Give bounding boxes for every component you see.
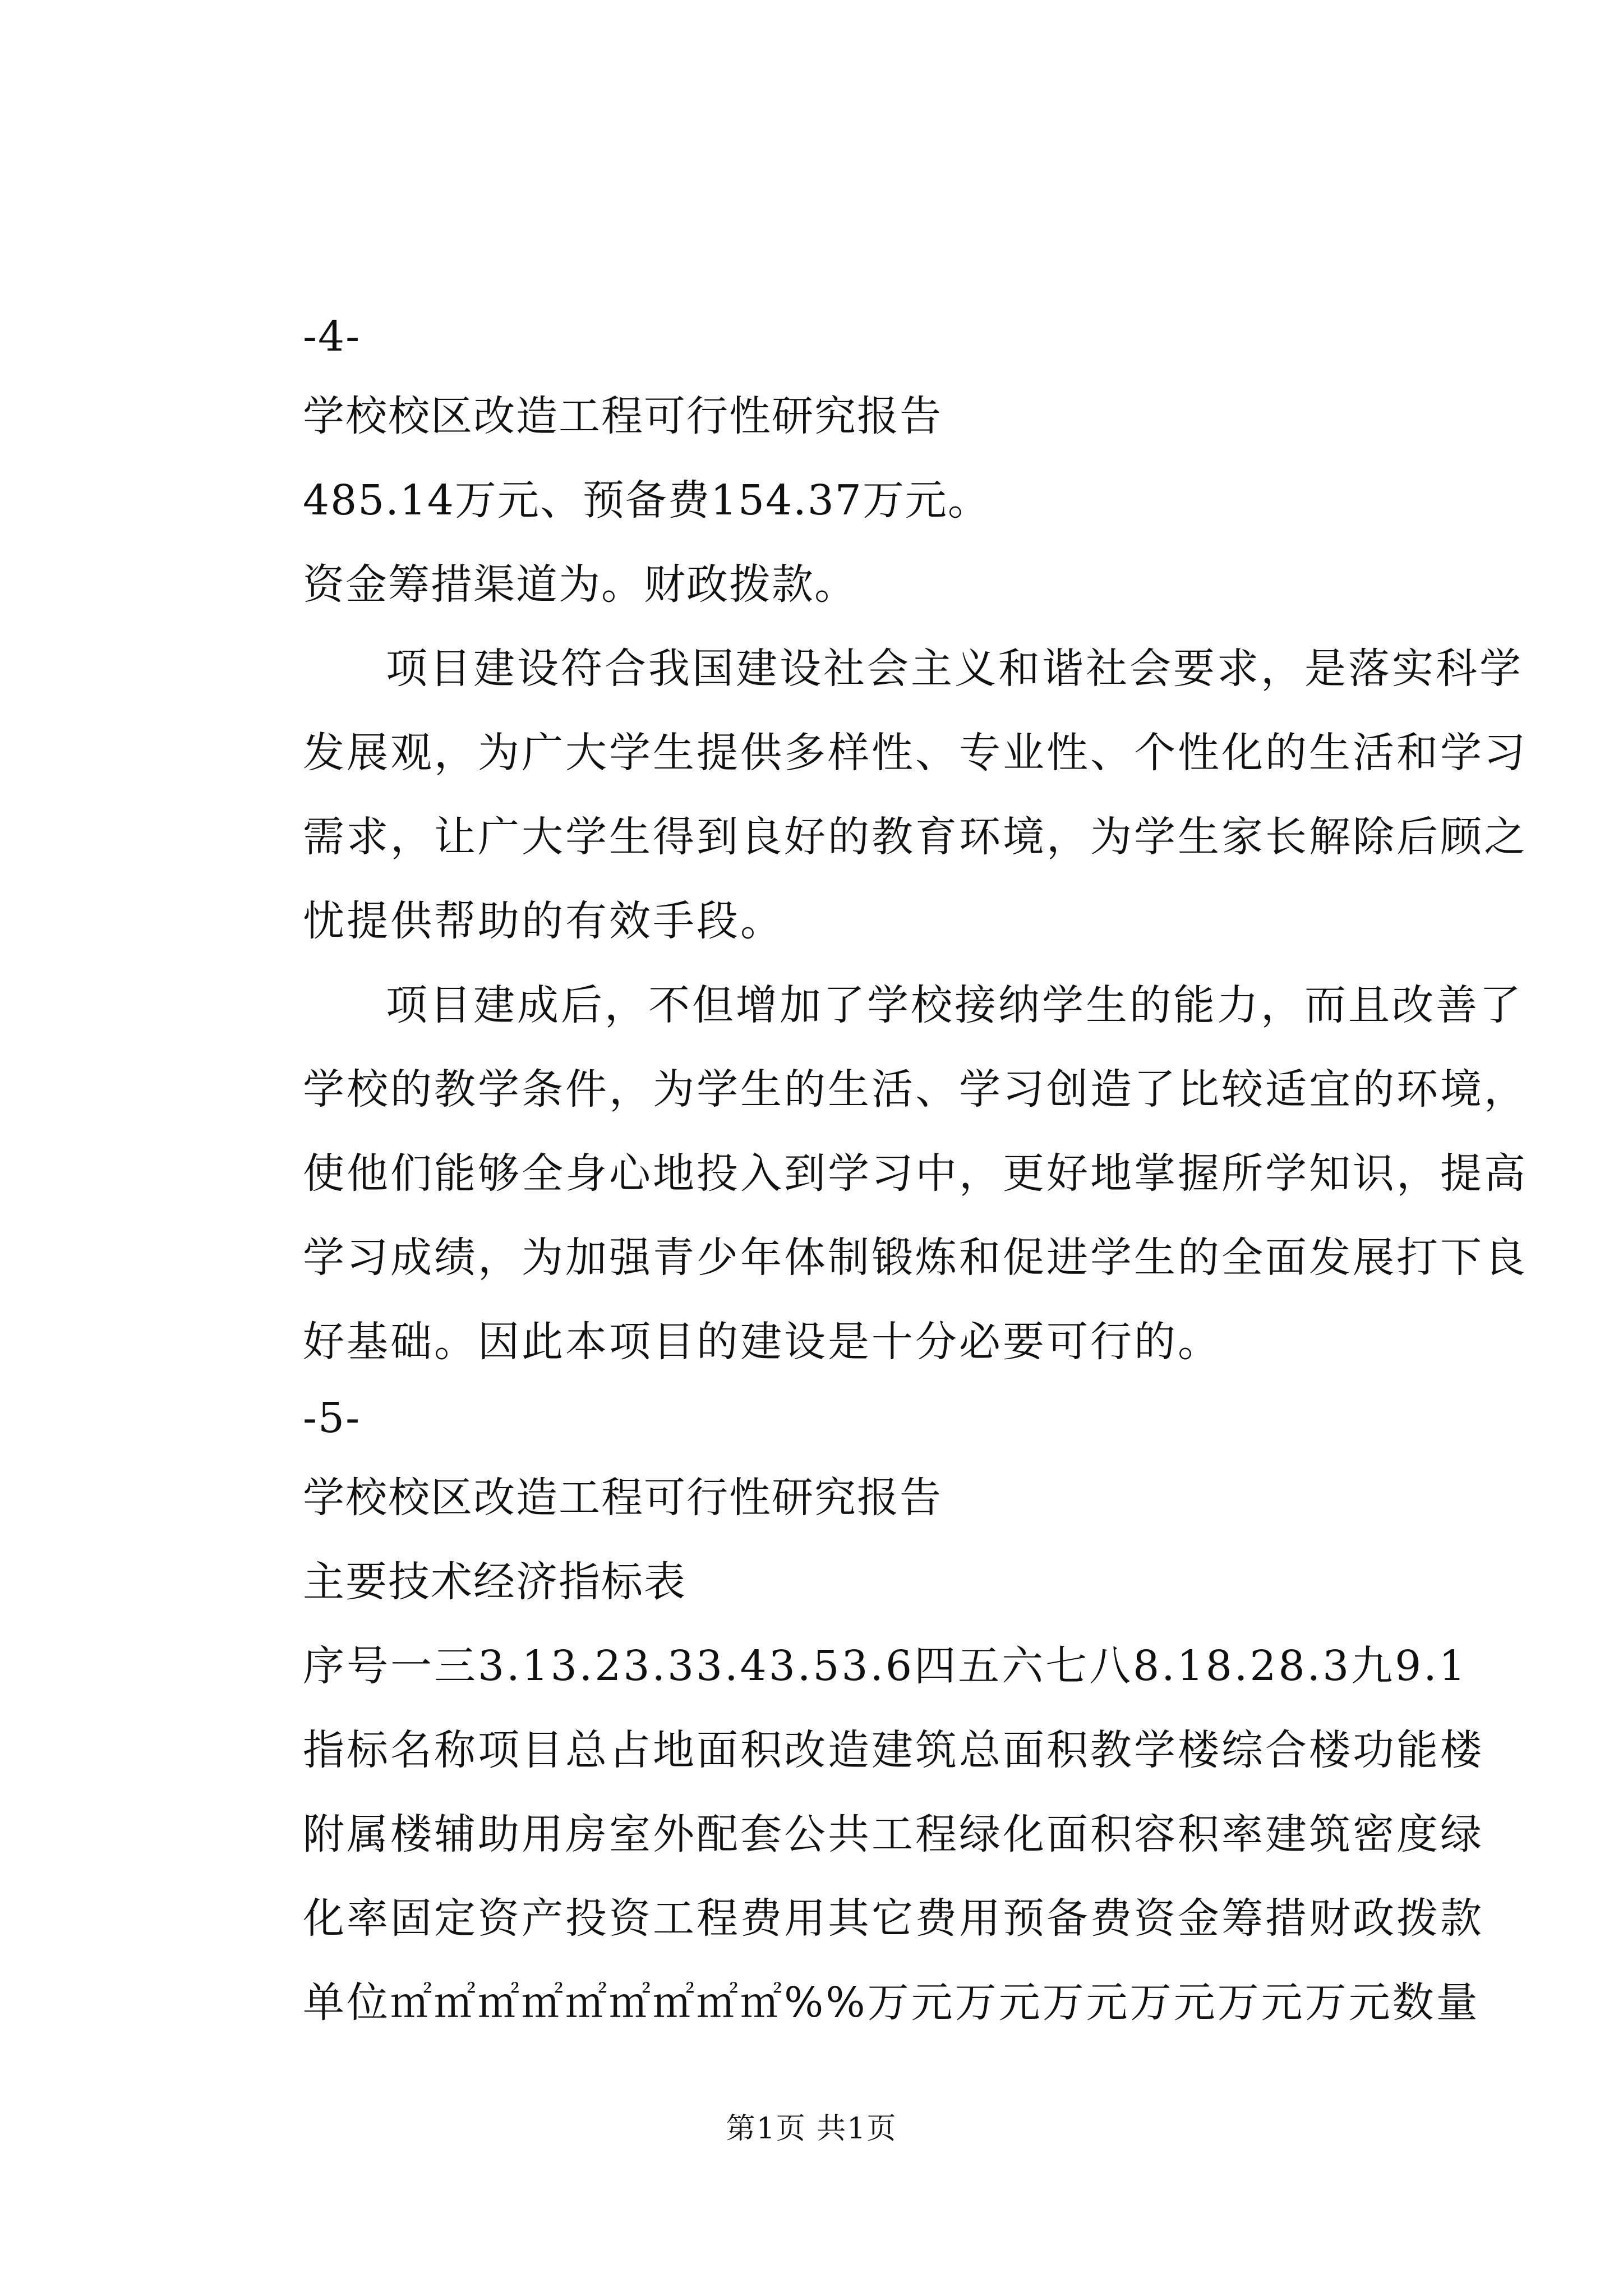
table-line-2: 指标名称项目总占地面积改造建筑总面积教学楼综合楼功能楼 [303,1726,1484,1774]
paragraph-2-line-1: 项目建成后，不但增加了学校接纳学生的能力，而且改善了 [386,981,1523,1029]
page-footer: 第1页 共1页 [726,2112,897,2146]
running-header: 学校校区改造工程可行性研究报告 [303,392,942,440]
page-marker: -4- [303,312,361,361]
table-line-5: 单位㎡㎡㎡㎡㎡㎡㎡㎡㎡%%万元万元万元万元万元万元数量 [303,1978,1480,2027]
table-line-3: 附属楼辅助用房室外配套公共工程绿化面积容积率建筑密度绿 [303,1810,1484,1858]
page-marker: -5- [303,1394,361,1442]
table-line-4: 化率固定资产投资工程费用其它费用预备费资金筹措财政拨款 [303,1894,1484,1943]
table-line-1: 序号一三3.13.23.33.43.53.6四五六七八8.18.28.3九9.1 [303,1642,1468,1690]
paragraph-1-line-2: 发展观，为广大学生提供多样性、专业性、个性化的生活和学习 [303,729,1528,777]
paragraph-2-line-2: 学校的教学条件，为学生的生活、学习创造了比较适宜的环境， [303,1065,1528,1114]
running-header: 学校校区改造工程可行性研究报告 [303,1474,942,1522]
paragraph-2-line-3: 使他们能够全身心地投入到学习中，更好地掌握所学知识，提高 [303,1149,1528,1198]
funding-line: 资金筹措渠道为。财政拨款。 [303,560,857,609]
table-title: 主要技术经济指标表 [303,1558,686,1606]
paragraph-1-line-4: 忧提供帮助的有效手段。 [303,897,784,945]
paragraph-2-line-4: 学习成绩，为加强青少年体制锻炼和促进学生的全面发展打下良 [303,1234,1528,1282]
paragraph-2-line-5: 好基础。因此本项目的建设是十分必要可行的。 [303,1318,1221,1366]
paragraph-1-line-1: 项目建设符合我国建设社会主义和谐社会要求，是落实科学 [386,645,1523,693]
investment-line: 485.14万元、预备费154.37万元。 [303,476,990,524]
paragraph-1-line-3: 需求，让广大学生得到良好的教育环境，为学生家长解除后顾之 [303,813,1528,861]
